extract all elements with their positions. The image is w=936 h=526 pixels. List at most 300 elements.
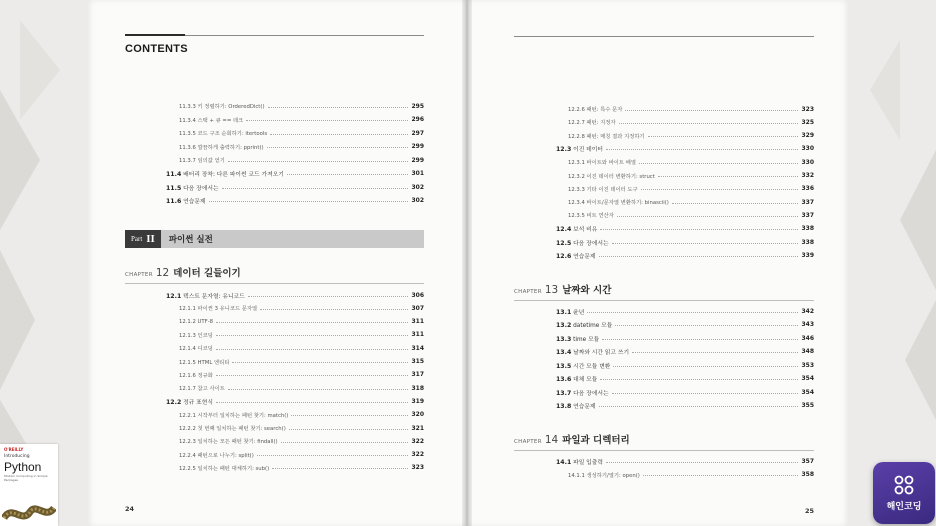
toc-leader-dots [612,393,799,394]
toc-leader-dots [643,475,799,476]
toc-leader-dots [648,136,799,137]
toc-entry-14-1 [556,456,814,466]
toc-entry-number: 12.1 [166,292,182,300]
toc-entry-number: 12.2.3 [179,439,196,446]
toc-entry-text: 보석 비유 [571,227,598,234]
toc-entry-label [179,344,213,352]
toc-entry-label [568,132,645,140]
toc-entry-page: 337 [801,198,814,206]
toc-leader-dots [617,216,799,217]
toc-leader-dots [599,406,799,407]
right-page [468,0,848,526]
toc-entry-text: 윤년 [571,309,585,316]
toc-entry-text: 대체 모듈 [571,377,598,383]
toc-leader-dots [216,349,409,350]
toc-entry-label [556,320,612,329]
toc-leader-dots [606,462,799,463]
toc-entry-13-4 [556,347,814,357]
toc-entry-number: 13.5 [556,362,572,370]
toc-entry-12-2-5 [179,463,424,473]
toc-entry-12-6 [556,250,814,260]
toc-entry-page: 322 [411,437,424,445]
toc-entry-text: 다음 장에서는 [571,390,609,397]
toc-entry-label [556,347,629,356]
toc-entry-number: 14.1.1 [568,472,585,479]
toc-entry-13-8 [556,401,814,411]
chapter-number: 13 [544,284,559,296]
toc-entry-number: 12.1.3 [179,332,196,339]
toc-entry-text: 참고 사이트 [195,386,225,393]
toc-entry-text: UTF-8 [195,318,213,325]
chapter-word: CHAPTER [514,289,542,295]
toc-entry-number: 12.3 [556,146,572,154]
toc-entry-text: 다음 장에서는 [181,185,219,192]
toc-leader-dots [232,362,408,363]
toc-entry-page: 297 [411,129,424,137]
toc-entry-text: 텍스트 문자열: 유니코드 [181,293,245,300]
toc-entry-text: 디코딩 [195,346,213,353]
toc-entry-text: 패턴으로 나누기: split() [195,452,254,459]
toc-entry-12-2 [166,396,424,406]
toc-entry-12-1-5 [179,357,424,367]
toc-leader-dots [287,174,409,175]
toc-entry-label [166,183,219,192]
toc-entry-13-1 [556,306,814,316]
toc-entry-text: 이진 데이터 [571,147,603,154]
toc-entry-number: 11.5 [166,184,182,192]
toc-entry-text: 패턴: 지정자 [584,120,616,127]
toc-entry-label [568,211,614,219]
toc-leader-dots [599,256,799,257]
toc-leader-dots [246,120,408,121]
toc-entry-label [556,144,603,153]
toc-entry-number: 12.3.5 [568,213,585,220]
toc-entry-number: 12.2.7 [568,120,585,127]
toc-entry-page: 302 [411,197,424,204]
toc-entry-number: 12.2.8 [568,133,585,140]
toc-entry-text: HTML 엔티티 [195,359,230,366]
toc-leader-dots [248,296,409,297]
toc-entry-number: 12.2.1 [179,412,196,419]
toc-entry-label [179,451,254,459]
toc-entry-12-4 [556,224,814,234]
toc-entry-12-2-8 [568,131,814,141]
toc-entry-text: 스택 + 큐 == 데크 [195,117,244,124]
toc-entry-label [556,361,610,370]
toc-entry-number: 11.3.4 [179,117,196,124]
part-banner [125,230,424,248]
toc-entry-label [166,291,245,300]
toc-entry-12-1-6 [179,370,424,380]
toc-entry-11-3-6 [179,142,424,152]
toc-entry-page: 343 [801,321,814,328]
toc-leader-dots [216,322,408,323]
toc-entry-label [166,169,284,178]
toc-entry-page: 321 [411,424,424,432]
toc-entry-label [568,172,655,180]
toc-entry-label [568,185,638,193]
toc-entry-number: 11.6 [166,198,182,205]
toc-entry-label [179,384,225,392]
chapter-14-heading [514,432,630,446]
toc-entry-page: 330 [801,145,814,153]
part-number: II [146,233,155,245]
toc-entry-label [568,471,640,479]
toc-entry-text: 시간 모듈 변환 [571,363,611,370]
toc-entry-page: 342 [801,307,814,315]
toc-entry-text: 시작부터 일치하는 패턴 찾기: match() [195,412,289,419]
chapter-12-heading [125,265,241,279]
toc-leader-dots [641,189,799,190]
toc-entry-label [556,457,603,466]
toc-leader-dots [658,176,799,177]
cover-publisher: O'REILLY [4,447,24,452]
toc-leader-dots [600,379,798,380]
toc-entry-number: 12.4 [556,226,572,234]
toc-entry-page: 358 [801,471,814,478]
toc-entry-text: datetime 모듈 [571,323,613,329]
toc-entry-text: 정규화 [195,372,213,379]
toc-entry-text: 바이트/문자열 변환하기: binascii() [584,200,669,207]
toc-entry-text: time 모듈 [571,336,600,343]
toc-entry-number: 12.2.5 [179,465,196,472]
cover-title: Python [4,460,42,474]
toc-entry-label [568,118,616,126]
toc-entry-text: 연습문제 [571,253,596,260]
toc-entry-12-1-7 [179,383,424,393]
toc-leader-dots [291,415,408,416]
toc-entry-text: 파일 입출력 [571,459,603,466]
toc-entry-page: 354 [801,375,814,382]
toc-leader-dots [222,188,409,189]
toc-entry-label [179,464,269,472]
toc-entry-page: 325 [801,118,814,126]
chapter-14-rule [514,450,814,451]
toc-entry-label [179,304,257,312]
toc-entry-text: 정규 표현식 [181,399,213,406]
chapter-title: 데이터 길들이기 [173,268,241,279]
toc-entry-number: 13.1 [556,308,572,316]
toc-entry-12-2-6 [568,104,814,114]
toc-entry-text: 패턴: 매칭 결과 지정하기 [584,133,645,140]
toc-entry-page: 307 [411,304,424,312]
toc-entry-text: 배터리 장착: 다른 파이썬 코드 가져오기 [181,172,284,178]
toc-entry-page: 302 [411,183,424,191]
toc-entry-text: 연습문제 [571,404,596,410]
toc-entry-number: 13.3 [556,335,572,343]
toc-entry-page: 301 [411,170,424,177]
toc-leader-dots [281,442,409,443]
chapter-13-heading [514,282,611,296]
toc-entry-11-3-3 [179,101,424,111]
toc-entry-text: 다음 장에서는 [571,240,609,247]
toc-entry-label [166,397,213,406]
toc-leader-dots [289,429,409,430]
toc-entry-number: 12.2 [166,398,182,406]
toc-entry-label [179,319,213,325]
chapter-title: 날짜와 시간 [562,285,612,296]
toc-leader-dots [216,402,409,403]
cover-title-small: Introducing [4,454,30,459]
toc-leader-dots [672,203,799,204]
toc-entry-label [556,307,584,316]
toc-entry-page: 357 [801,457,814,465]
toc-entry-text: 일치하는 패턴 대체하기: sub() [195,465,270,472]
toc-entry-label [179,411,288,419]
toc-entry-number: 11.3.3 [179,104,196,110]
toc-entry-page: 296 [411,116,424,123]
logo-icon [893,474,915,496]
toc-entry-11-5 [166,182,424,192]
toc-entry-text: 이진 데이터 변환하기: struct [584,173,655,180]
header-accent-left [125,34,185,36]
toc-entry-number: 13.2 [556,322,572,329]
toc-entry-page: 299 [411,143,424,150]
chapter-word: CHAPTER [514,439,542,445]
toc-entry-number: 12.2.4 [179,452,196,459]
toc-entry-page: 318 [411,384,424,392]
toc-entry-number: 12.1.6 [179,372,196,379]
toc-entry-text: 코드 구조 순회하기: itertools [195,131,268,137]
toc-entry-number: 12.6 [556,252,572,260]
toc-entry-page: 299 [411,156,424,164]
toc-entry-label [556,334,599,343]
page-number-right: 25 [805,507,815,515]
toc-entry-12-3-3 [568,184,814,194]
toc-leader-dots [600,229,798,230]
toc-leader-dots [587,312,798,313]
toc-entry-number: 13.8 [556,403,572,410]
toc-entry-label [556,388,609,397]
toc-entry-12-2-7 [568,117,814,127]
toc-entry-12-3-2 [568,171,814,181]
toc-entry-page: 311 [411,331,424,339]
toc-entry-number: 12.2.6 [568,107,585,113]
toc-entry-13-7 [556,387,814,397]
chapter-13-rule [514,300,814,301]
toc-entry-13-5 [556,360,814,370]
toc-entry-12-1-2 [179,317,424,327]
toc-entry-11-6 [166,196,424,206]
toc-entry-page: 336 [801,185,814,193]
toc-entry-label [179,358,229,366]
toc-entry-number: 12.1.2 [179,318,196,325]
toc-entry-label [179,143,264,151]
python-snake-illustration [2,496,56,526]
toc-entry-13-2 [556,320,814,330]
toc-leader-dots [209,201,409,202]
toc-leader-dots [612,243,799,244]
toc-entry-text: 깔끔하게 출력하기: pprint() [195,144,264,151]
toc-entry-page: 329 [801,132,814,140]
toc-entry-page: 338 [801,225,814,233]
toc-entry-number: 12.3.2 [568,173,585,180]
toc-entry-page: 346 [801,334,814,342]
toc-entry-number: 12.2.2 [179,426,196,432]
book-cover-thumbnail[interactable] [0,444,58,526]
toc-entry-page: 306 [411,291,424,299]
part-word: Part [131,235,143,243]
toc-leader-dots [272,468,408,469]
toc-leader-dots [619,123,799,124]
toc-entry-page: 295 [411,102,424,110]
toc-entry-number: 11.3.5 [179,131,196,137]
toc-entry-label [556,238,609,247]
toc-leader-dots [257,455,409,456]
toc-entry-11-3-7 [179,155,424,165]
toc-entry-label [556,401,596,410]
toc-entry-number: 11.3.6 [179,144,196,151]
toc-entry-12-3 [556,144,814,154]
channel-logo[interactable] [873,462,935,524]
toc-entry-page: 323 [801,105,814,113]
toc-entry-label [568,105,622,113]
toc-entry-12-2-2 [179,423,424,433]
toc-leader-dots [639,163,799,164]
toc-entry-text: 임의값 얻기 [195,158,225,164]
toc-entry-12-5 [556,237,814,247]
toc-entry-14-1-1 [568,470,814,480]
toc-entry-number: 13.7 [556,389,572,397]
toc-entry-11-4 [166,169,424,179]
toc-entry-text: 키 정렬하기: OrderedDict() [195,104,265,110]
toc-entry-11-3-4 [179,115,424,125]
toc-entry-page: 311 [411,318,424,326]
toc-entry-12-1-4 [179,343,424,353]
toc-entry-page: 354 [801,388,814,396]
toc-entry-page: 319 [411,397,424,405]
toc-entry-label [179,129,267,137]
toc-entry-text: 패턴: 특수 문자 [584,107,623,113]
toc-entry-text: 파이썬 3 유니코드 문자열 [195,306,258,313]
toc-entry-text: 첫 번째 일치하는 패턴 찾기: search() [195,426,286,432]
toc-entry-label [568,198,669,206]
toc-entry-page: 332 [801,172,814,179]
toc-entry-label [179,424,286,432]
toc-leader-dots [268,107,409,108]
toc-entry-label [556,374,597,383]
toc-entry-label [179,102,265,110]
toc-entry-12-3-1 [568,157,814,167]
toc-entry-page: 355 [801,402,814,409]
toc-entry-text: 인코딩 [195,332,213,339]
toc-entry-12-2-3 [179,436,424,446]
toc-entry-12-3-4 [568,197,814,207]
toc-entry-11-3-5 [179,128,424,138]
part-title: 파이썬 실전 [168,235,213,245]
toc-entry-12-1-3 [179,330,424,340]
toc-entry-page: 323 [411,464,424,472]
toc-entry-label [556,224,597,233]
toc-entry-number: 11.3.7 [179,158,196,164]
toc-leader-dots [602,339,798,340]
toc-leader-dots [613,366,798,367]
chapter-12-rule [125,283,424,284]
toc-leader-dots [228,389,409,390]
chapter-word: CHAPTER [125,272,153,278]
toc-entry-text: 생성하기/열기: open() [584,472,640,479]
chapter-title: 파일과 디렉터리 [562,435,630,446]
toc-leader-dots [228,161,409,162]
toc-leader-dots [615,325,798,326]
toc-entry-label [179,437,278,445]
toc-entry-text: 연습문제 [181,199,206,205]
toc-entry-number: 12.3.4 [568,200,585,207]
toc-entry-page: 317 [411,371,424,379]
part-label [125,230,161,248]
toc-entry-text: 비트 연산자 [584,213,614,220]
toc-entry-label [179,371,213,379]
toc-entry-label [166,196,206,205]
toc-leader-dots [625,110,798,111]
toc-leader-dots [606,149,799,150]
page-number-left: 24 [125,505,135,513]
toc-entry-number: 12.3.3 [568,186,585,193]
toc-entry-number: 14.1 [556,458,572,466]
toc-entry-number: 12.1.4 [179,346,196,353]
toc-leader-dots [260,309,408,310]
chapter-number: 12 [155,267,170,279]
chapter-number: 14 [544,434,559,446]
toc-entry-number: 12.3.1 [568,160,585,167]
toc-entry-page: 339 [801,251,814,259]
toc-entry-12-2-1 [179,410,424,420]
toc-entry-number: 13.4 [556,349,572,356]
toc-entry-page: 330 [801,158,814,166]
cover-subtitle: Modern Computing in Simple Packages [4,474,48,482]
toc-entry-label [179,116,243,124]
toc-entry-number: 12.1.7 [179,386,196,393]
toc-entry-number: 12.1.1 [179,306,196,313]
toc-leader-dots [632,352,798,353]
left-page [88,0,466,526]
toc-entry-number: 12.1.5 [179,359,196,366]
toc-leader-dots [267,147,409,148]
toc-entry-number: 13.6 [556,376,572,383]
toc-leader-dots [216,335,409,336]
contents-title: CONTENTS [125,43,188,55]
toc-leader-dots [216,375,409,376]
logo-text: 해인코딩 [886,502,922,512]
toc-entry-12-1 [166,290,424,300]
toc-entry-12-3-5 [568,210,814,220]
toc-entry-text: 바이트와 바이트 배열 [584,160,636,167]
toc-entry-12-2-4 [179,450,424,460]
toc-entry-page: 322 [411,451,424,459]
book-gutter [462,0,472,526]
toc-leader-dots [270,134,408,135]
toc-entry-page: 315 [411,358,424,365]
header-rule-right [514,36,814,37]
toc-entry-label [179,156,225,164]
toc-entry-13-6 [556,374,814,384]
toc-entry-label [568,158,636,166]
toc-entry-page: 337 [801,211,814,219]
toc-entry-label [179,331,213,339]
toc-entry-page: 348 [801,348,814,355]
toc-entry-text: 날짜와 시간 읽고 쓰기 [571,350,630,356]
toc-entry-page: 320 [411,411,424,419]
toc-entry-number: 11.4 [166,171,182,178]
toc-entry-number: 12.5 [556,239,572,247]
toc-entry-label [556,251,596,260]
toc-entry-page: 353 [801,361,814,369]
toc-entry-page: 338 [801,238,814,246]
toc-entry-13-3 [556,333,814,343]
toc-entry-text: 기타 이진 데이터 도구 [584,186,638,193]
toc-entry-12-1-1 [179,303,424,313]
toc-entry-page: 314 [411,344,424,352]
